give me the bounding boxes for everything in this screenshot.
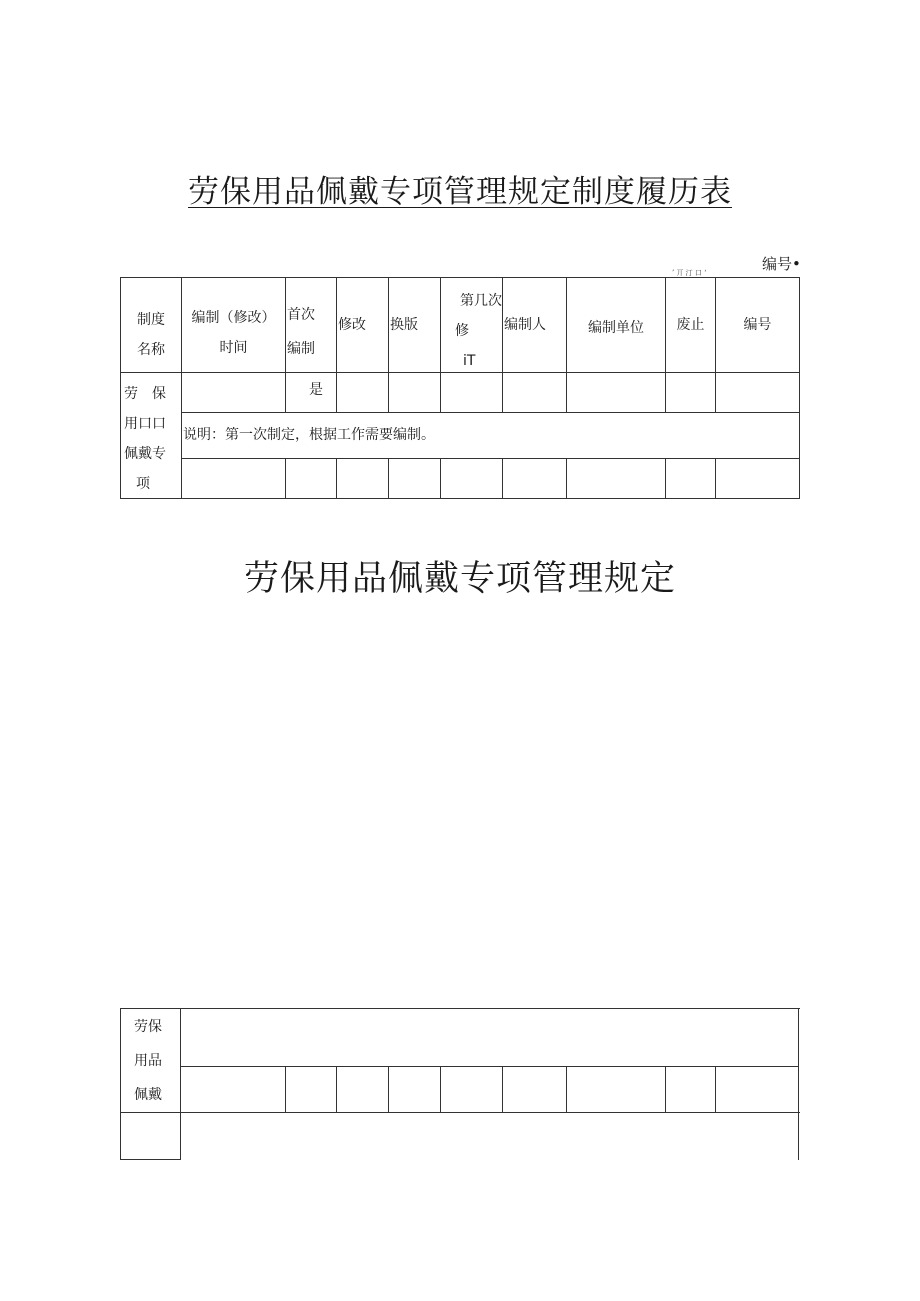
- vline: [715, 1066, 716, 1113]
- header-time: 编制（修改） 时间: [191, 310, 276, 356]
- vline: [285, 458, 286, 499]
- vline: [799, 277, 800, 499]
- vline: [798, 1008, 799, 1160]
- vline: [665, 458, 666, 499]
- tiny-mark: ’ 丌 汀 口 ‘: [672, 269, 707, 277]
- hline: [120, 498, 800, 499]
- vline: [566, 458, 567, 499]
- hline: [181, 412, 800, 413]
- vline: [440, 1066, 441, 1113]
- vline: [440, 458, 441, 499]
- history-table-title: 劳保用品佩戴专项管理规定制度履历表: [188, 174, 732, 210]
- vline: [388, 277, 389, 413]
- vline: [336, 458, 337, 499]
- header-unit: 编制单位: [588, 320, 644, 336]
- vline: [336, 1066, 337, 1113]
- hline: [120, 277, 800, 278]
- vline: [502, 458, 503, 499]
- header-number: 编号: [743, 317, 772, 333]
- vline: [665, 277, 666, 413]
- vline: [388, 1066, 389, 1113]
- row-name: 劳 保 用口口 佩戴专 项: [124, 386, 166, 492]
- hline: [120, 1159, 181, 1160]
- vline: [285, 277, 286, 413]
- doc-number-label: 编号•: [762, 255, 801, 273]
- vline: [566, 1066, 567, 1113]
- row-first-value: 是: [309, 382, 323, 398]
- header-name: 制度 名称: [137, 312, 165, 358]
- vline: [285, 1066, 286, 1113]
- vline: [502, 277, 503, 413]
- vline: [336, 277, 337, 413]
- document-title: 劳保用品佩戴专项管理规定: [243, 559, 676, 599]
- header-nth: 第几次 修 iT: [455, 293, 502, 369]
- vline: [502, 1066, 503, 1113]
- header-abolish: 废止: [676, 317, 705, 333]
- hline: [120, 1112, 800, 1113]
- header-author: 编制人: [504, 317, 546, 333]
- header-replace: 换版: [390, 317, 418, 333]
- vline: [566, 277, 567, 413]
- vline: [180, 1008, 181, 1160]
- vline: [715, 277, 716, 413]
- header-modify: 修改: [338, 317, 366, 333]
- hline: [181, 458, 800, 459]
- bottom-row-name: 劳保 用品 佩戴: [134, 1019, 162, 1103]
- vline: [715, 458, 716, 499]
- header-first: 首次 编制: [287, 307, 315, 357]
- vline: [665, 1066, 666, 1113]
- vline: [388, 458, 389, 499]
- row-note: 说明：第一次制定，根据工作需要编制。: [183, 427, 435, 443]
- vline: [120, 1008, 121, 1160]
- hline: [181, 1066, 799, 1067]
- hline: [120, 1008, 800, 1009]
